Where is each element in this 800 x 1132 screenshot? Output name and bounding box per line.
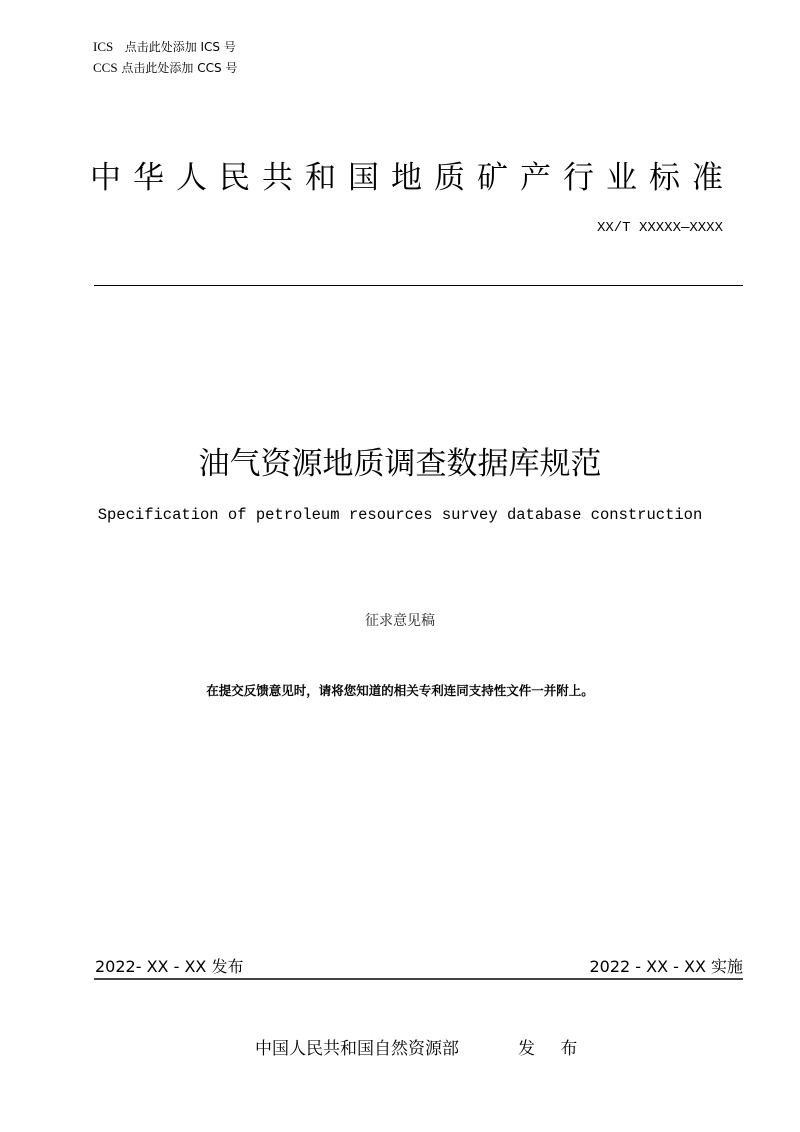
ics-line [93, 38, 236, 56]
publish-date: 2022- XX - XX 发布 [95, 957, 244, 976]
patent-notice: 在提交反馈意见时，请将您知道的相关专利连同支持性文件一并附上。 [206, 683, 594, 698]
publisher: 中国人民共和国自然资源部 [255, 1039, 459, 1059]
top-divider [94, 285, 743, 286]
standard-code: XX/T XXXXX—XXXX [596, 220, 723, 236]
ccs-line [93, 59, 237, 77]
title-english: Specification of petroleum resources survey database construction [97, 506, 703, 524]
ccs-label: CCS [93, 60, 118, 75]
ccs-placeholder[interactable]: 点击此处添加 CCS 号 [121, 61, 238, 75]
ics-placeholder[interactable]: 点击此处添加 ICS 号 [124, 40, 236, 54]
ics-label: ICS [93, 39, 114, 54]
draft-stage: 征求意见稿 [365, 613, 435, 629]
title-chinese: 油气资源地质调查数据库规范 [198, 446, 602, 482]
publish-label: 发 布 [518, 1039, 588, 1059]
implement-date: 2022 - XX - XX 实施 [589, 957, 743, 976]
standard-title: 中华人民共和国地质矿产行业标准 [90, 160, 735, 196]
bottom-divider [94, 978, 743, 980]
